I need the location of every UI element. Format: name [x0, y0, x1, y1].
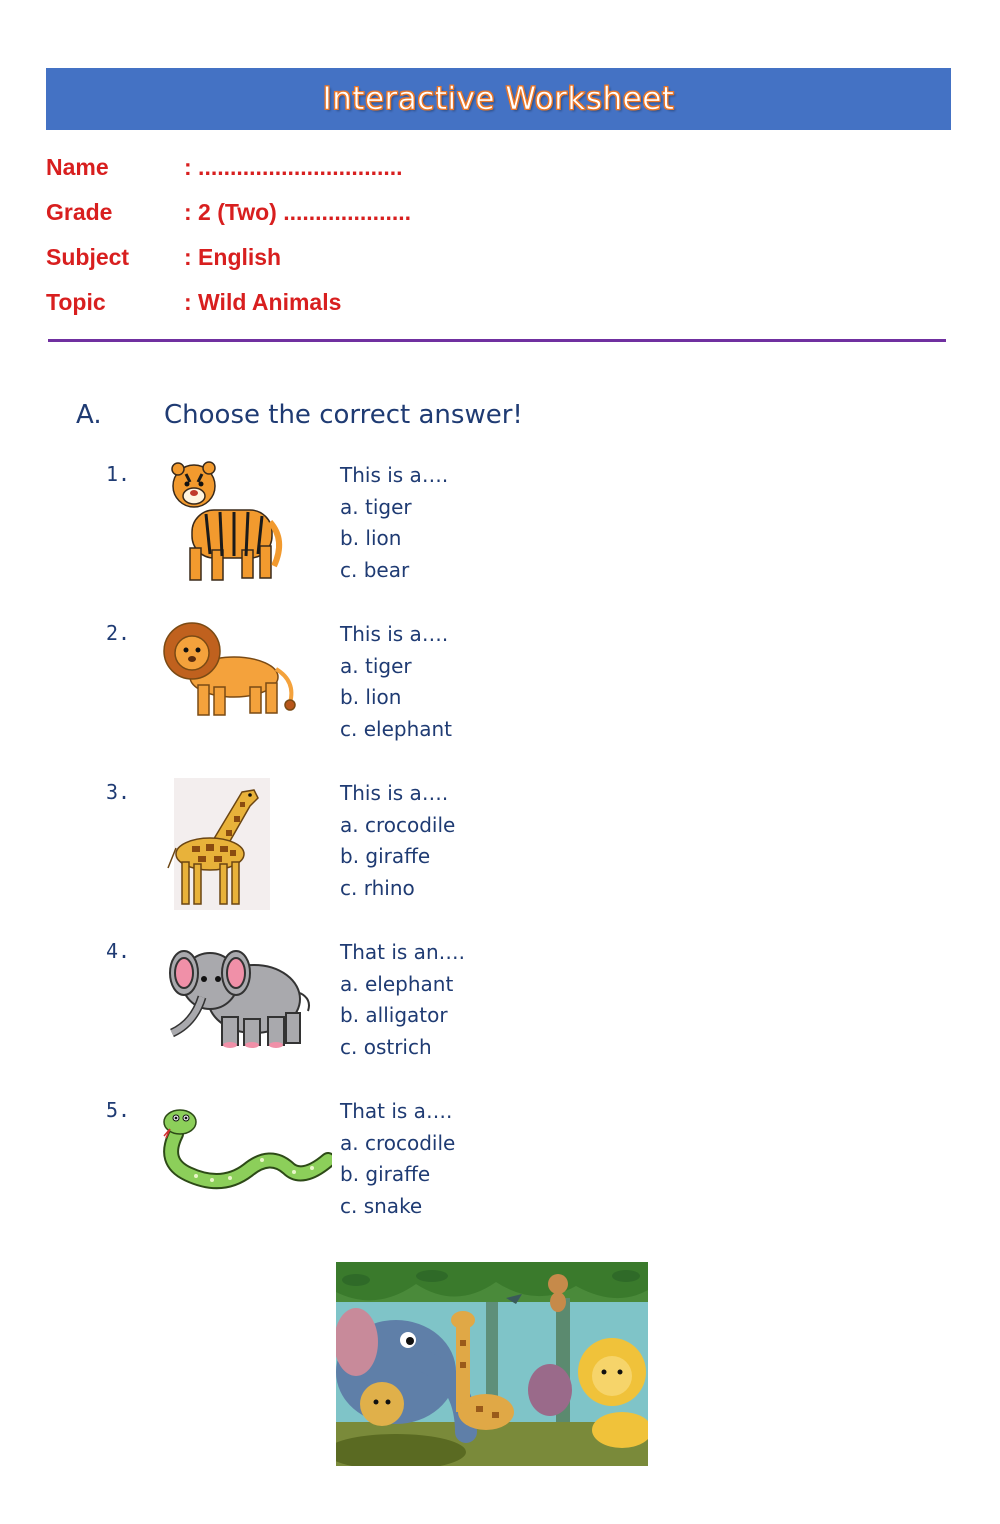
option-b[interactable]: b. lion — [340, 526, 402, 551]
divider-line — [48, 339, 946, 342]
option-b[interactable]: b. lion — [340, 685, 402, 710]
section-title: Choose the correct answer! — [164, 400, 523, 430]
question-text — [340, 1096, 455, 1223]
jungle-scene-illustration — [336, 1262, 648, 1466]
option-c[interactable]: c. bear — [340, 558, 410, 583]
question-2 — [100, 619, 660, 769]
student-info — [46, 150, 746, 330]
option-c[interactable]: c. rhino — [340, 876, 415, 901]
option-a[interactable]: a. crocodile — [340, 812, 456, 837]
info-row-name — [46, 150, 746, 195]
option-a[interactable]: a. tiger — [340, 653, 412, 678]
giraffe-icon — [162, 778, 332, 916]
question-number: 3. — [106, 780, 131, 804]
info-row-grade — [46, 195, 746, 240]
name-value: : ................................ — [184, 154, 403, 180]
subject-value: : English — [184, 244, 282, 270]
option-a[interactable]: a. tiger — [340, 494, 412, 519]
lion-icon — [162, 619, 332, 757]
question-prompt: That is an…. — [340, 940, 465, 964]
question-1 — [100, 460, 660, 610]
option-c[interactable]: c. ostrich — [340, 1035, 432, 1060]
tiger-icon — [162, 460, 332, 598]
snake-icon — [162, 1096, 332, 1234]
question-prompt: That is a…. — [340, 1099, 453, 1123]
question-text — [340, 937, 465, 1064]
option-c[interactable]: c. snake — [340, 1194, 423, 1219]
grade-label: Grade — [46, 199, 113, 225]
question-prompt: This is a…. — [340, 781, 449, 805]
question-prompt: This is a…. — [340, 463, 449, 487]
subject-label: Subject — [46, 244, 130, 270]
title-banner — [46, 68, 951, 130]
option-c[interactable]: c. elephant — [340, 717, 453, 742]
section-letter: A. — [76, 400, 102, 430]
question-text — [340, 778, 455, 905]
question-4 — [100, 937, 660, 1087]
question-number: 1. — [106, 462, 131, 486]
question-number: 4. — [106, 939, 131, 963]
question-text — [340, 619, 452, 746]
option-b[interactable]: b. alligator — [340, 1003, 448, 1028]
option-a[interactable]: a. elephant — [340, 971, 454, 996]
question-prompt: This is a…. — [340, 622, 449, 646]
worksheet-title: Interactive Worksheet — [322, 81, 675, 117]
question-number: 2. — [106, 621, 131, 645]
question-5 — [100, 1096, 660, 1246]
grade-value: : 2 (Two) .................... — [184, 199, 412, 225]
option-b[interactable]: b. giraffe — [340, 844, 431, 869]
option-a[interactable]: a. crocodile — [340, 1130, 456, 1155]
topic-value: : Wild Animals — [184, 289, 342, 315]
name-label: Name — [46, 154, 109, 180]
option-b[interactable]: b. giraffe — [340, 1162, 431, 1187]
question-3 — [100, 778, 660, 928]
topic-label: Topic — [46, 289, 106, 315]
question-text — [340, 460, 448, 587]
info-row-topic — [46, 285, 746, 330]
info-row-subject — [46, 240, 746, 285]
question-number: 5. — [106, 1098, 131, 1122]
elephant-icon — [162, 937, 332, 1075]
